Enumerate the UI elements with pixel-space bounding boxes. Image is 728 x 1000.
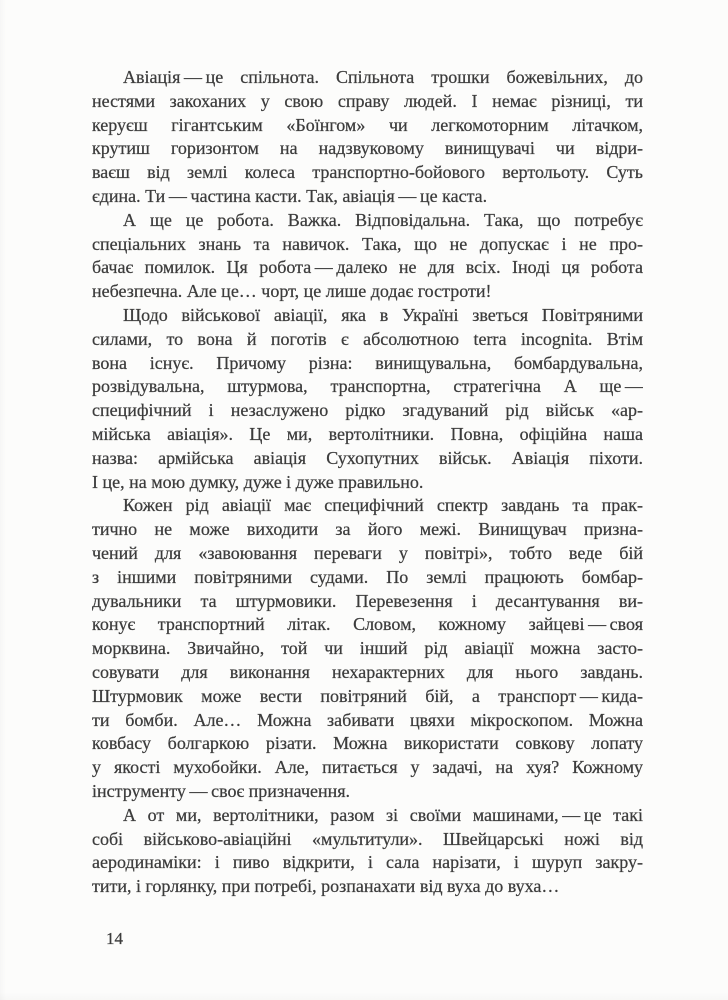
paragraph	[92, 66, 643, 209]
text-line: з іншими повітряними судами. По землі працюють бомбар-	[92, 566, 643, 587]
paragraph	[92, 804, 643, 899]
text-line: вона існує. Причому різна: винищувальна, бомбардувальна,	[92, 352, 643, 373]
text-line: тично не може виходити за його межі. Винищувач призна-	[92, 519, 643, 540]
text-line: А от ми, вертолітники, разом зі своїми машинами, — це такі	[123, 804, 643, 825]
text-line: мійська авіація». Це ми, вертолітники. Повна, офіційна наша	[92, 423, 643, 444]
text-line: керуєш гігантським «Боїнгом» чи легкомоторним літачком,	[92, 114, 643, 135]
text-line: бачає помилок. Ця робота — далеко не для всіх. Іноді ця робота	[92, 257, 643, 278]
text-line: спеціальних знань та навичок. Така, що не допускає і не про-	[92, 233, 643, 254]
text-line: у якості мухобойки. Але, питається у задачі, на хуя? Кожному	[92, 757, 643, 778]
text-line: специфічний і незаслужено рідко згадуваний рід військ «ар-	[92, 400, 643, 421]
text-line: небезпечна. Але це… чорт, це лише додає гостроти!	[92, 281, 492, 302]
text-line: ти бомби. Але… Можна забивати цвяхи мікроскопом. Можна	[92, 709, 643, 730]
text-line: собі військово-авіаційні «мультитули». Швейцарські ножі від	[92, 828, 643, 849]
text-line: аеродинаміки: і пиво відкрити, і сала нарізати, і шуруп закру-	[92, 852, 643, 873]
text-line: силами, то вона й поготів є абсолютною terra incognita. Втім	[92, 328, 643, 349]
text-line: Штурмовик може вести повітряний бій, а транспорт — кида-	[92, 685, 643, 706]
text-line: ваєш від землі колеса транспортно-бойового вертольоту. Суть	[92, 162, 643, 183]
text-line: ковбасу болгаркою різати. Можна використати совкову лопату	[92, 733, 643, 754]
text-line: тити, і горлянку, при потребі, розпанахати від вуха до вуха…	[92, 876, 560, 897]
text-line: А ще це робота. Важка. Відповідальна. Така, що потребує	[123, 209, 643, 230]
text-line: інструменту — своє призначення.	[92, 780, 351, 801]
text-line: Кожен рід авіації має специфічний спектр завдань та прак-	[123, 495, 643, 516]
paragraph	[92, 209, 643, 304]
text-line: Щодо військової авіації, яка в Україні зветься Повітряними	[123, 304, 643, 325]
paragraph	[92, 304, 643, 494]
text-line: чений для «завоювання переваги у повітрі», тобто веде бій	[92, 542, 643, 563]
text-line: конує транспортний літак. Словом, кожному зайцеві — своя	[92, 614, 643, 635]
text-line: Авіація — це спільнота. Спільнота трошки божевільних, до	[123, 67, 643, 87]
page-number: 14	[106, 929, 123, 948]
text-line: морквина. Звичайно, той чи інший рід авіації можна засто-	[92, 638, 643, 659]
paragraph	[92, 494, 643, 803]
text-line: розвідувальна, штурмова, транспортна, стратегічна А ще —	[92, 376, 643, 397]
text-line: єдина. Ти — частина касти. Так, авіація — це каста.	[92, 185, 488, 206]
text-line: назва: армійська авіація Сухопутних військ. Авіація піхоти.	[92, 447, 643, 468]
text-line: нестями закоханих у свою справу людей. І немає різниці, ти	[92, 90, 643, 111]
text-line: крутиш горизонтом на надзвуковому винищувачі чи відри-	[92, 138, 643, 159]
text-block	[92, 66, 643, 899]
text-line: совувати для виконання нехарактерних для нього завдань.	[92, 661, 643, 682]
text-line: І це, на мою думку, дуже і дуже правильно.	[92, 471, 424, 492]
text-line: дувальники та штурмовики. Перевезення і десантування ви-	[92, 590, 643, 611]
